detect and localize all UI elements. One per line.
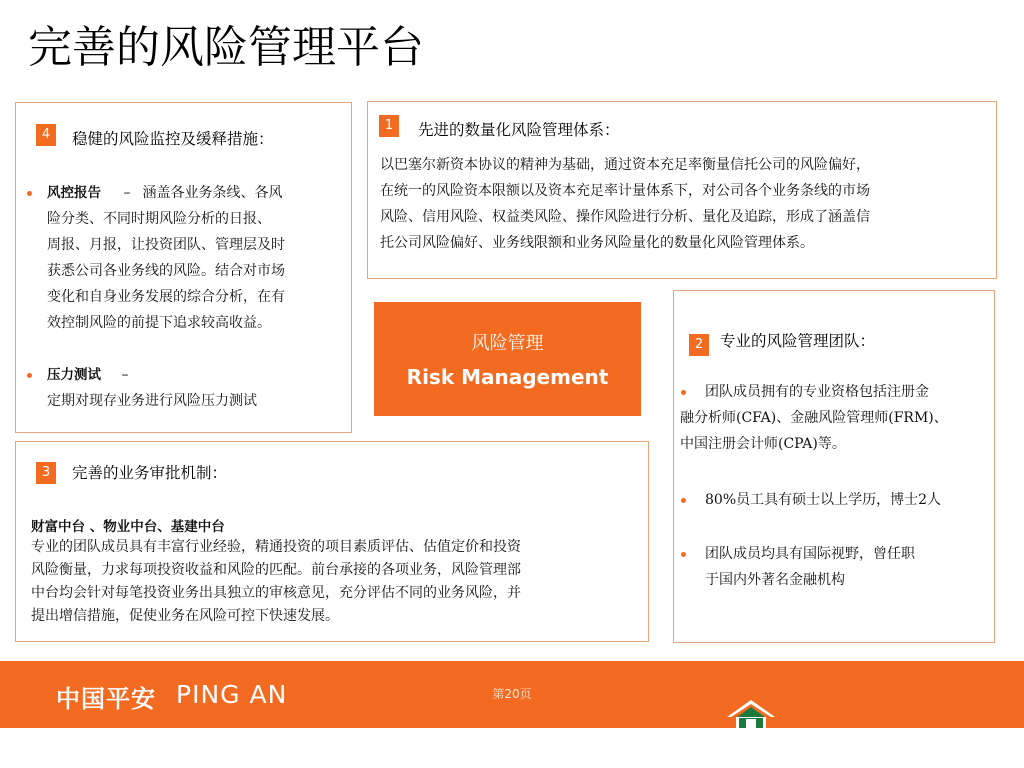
approval-line-3: 中台均会针对每笔投资业务出具独立的审核意见，充分评估不同的业务风险，并 [31,585,521,601]
page-number: 第20页 [492,687,532,701]
risk-report-line-5: 变化和自身业务发展的综合分析，在有 [47,289,285,305]
stress-test-item [47,362,349,414]
risk-monitoring-heading: 稳健的风险监控及缓释措施： [72,130,274,148]
bullet-icon [681,552,686,557]
team-qualification-item [680,379,992,457]
risk-report-item [47,180,349,336]
risk-report-line-4: 获悉公司各业务线的风险。结合对市场 [47,263,285,279]
team-qual-line-3: 中国注册会计师(CPA)等。 [680,436,846,452]
logo-en: PING AN [176,680,288,709]
risk-report-line-3: 周报、月报，让投资团队、管理层及时 [47,237,285,253]
team-experience-item [705,541,993,593]
stress-test-dash: – [121,367,129,383]
approval-line-1: 专业的团队成员具有丰富行业经验，精通投资的项目素质评估、估值定价和投资 [31,539,521,555]
approval-mechanism-box [15,441,649,642]
bullet-icon [27,191,32,196]
risk-monitoring-box [15,102,352,433]
logo-cn: 中国平安 [56,685,156,713]
approval-text [31,536,646,628]
risk-report-dash: – [123,185,131,201]
page-title: 完善的风险管理平台 [28,22,424,73]
risk-report-label: 风控报告 [47,185,101,201]
risk-management-center [374,302,641,416]
team-qual-line-2: 融分析师(CFA)、金融风险管理师(FRM)、 [680,410,948,426]
quant-risk-system-box [367,101,997,279]
risk-report-line-2: 险分类、不同时期风险分析的日报、 [47,211,271,227]
team-exp-line-2: 于国内外著名金融机构 [705,572,845,588]
risk-team-heading: 专业的风险管理团队： [720,332,876,350]
quant-line-2: 在统一的风险资本限额以及资本充足率计量体系下，对公司各个业务条线的市场 [380,183,870,199]
approval-line-2: 风险衡量，力求每项投资收益和风险的匹配。前台承接的各项业务，风险管理部 [31,562,521,578]
risk-report-line-6: 效控制风险的前提下追求较高收益。 [47,315,271,331]
approval-line-4: 提出增信措施，促使业务在风险可控下快速发展。 [31,608,339,624]
stress-test-label: 压力测试 [47,367,101,383]
risk-report-line-1: 涵盖各业务条线、各风 [142,185,283,201]
number-badge-2: 2 [689,334,709,356]
quant-risk-system-heading: 先进的数量化风险管理体系： [418,121,620,139]
house-icon [726,699,776,728]
quant-risk-system-text [380,152,992,256]
team-education-item: 80%员工具有硕士以上学历，博士2人 [705,492,942,508]
footer-bar [0,661,1024,728]
quant-line-1: 以巴塞尔新资本协议的精神为基础，通过资本充足率衡量信托公司的风险偏好， [380,157,870,173]
quant-line-3: 风险、信用风险、权益类风险、操作风险进行分析、量化及追踪，形成了涵盖信 [380,209,870,225]
number-badge-1: 1 [379,115,399,137]
approval-mechanism-heading: 完善的业务审批机制： [72,464,228,482]
bullet-icon [27,373,32,378]
center-title-cn: 风险管理 [471,333,544,354]
center-title-en: Risk Management [406,365,609,389]
quant-line-4: 托公司风险偏好、业务线限额和业务风险量化的数量化风险管理体系。 [380,235,814,251]
bullet-icon [681,498,686,503]
approval-subheading: 财富中台 、物业中台、基建中台 [31,519,225,535]
risk-team-box [673,290,995,643]
number-badge-4: 4 [36,124,56,146]
number-badge-3: 3 [36,462,56,484]
team-qual-line-1: 团队成员拥有的专业资格包括注册金 [705,384,929,400]
stress-test-line: 定期对现存业务进行风险压力测试 [47,393,257,409]
team-exp-line-1: 团队成员均具有国际视野，曾任职 [705,546,915,562]
